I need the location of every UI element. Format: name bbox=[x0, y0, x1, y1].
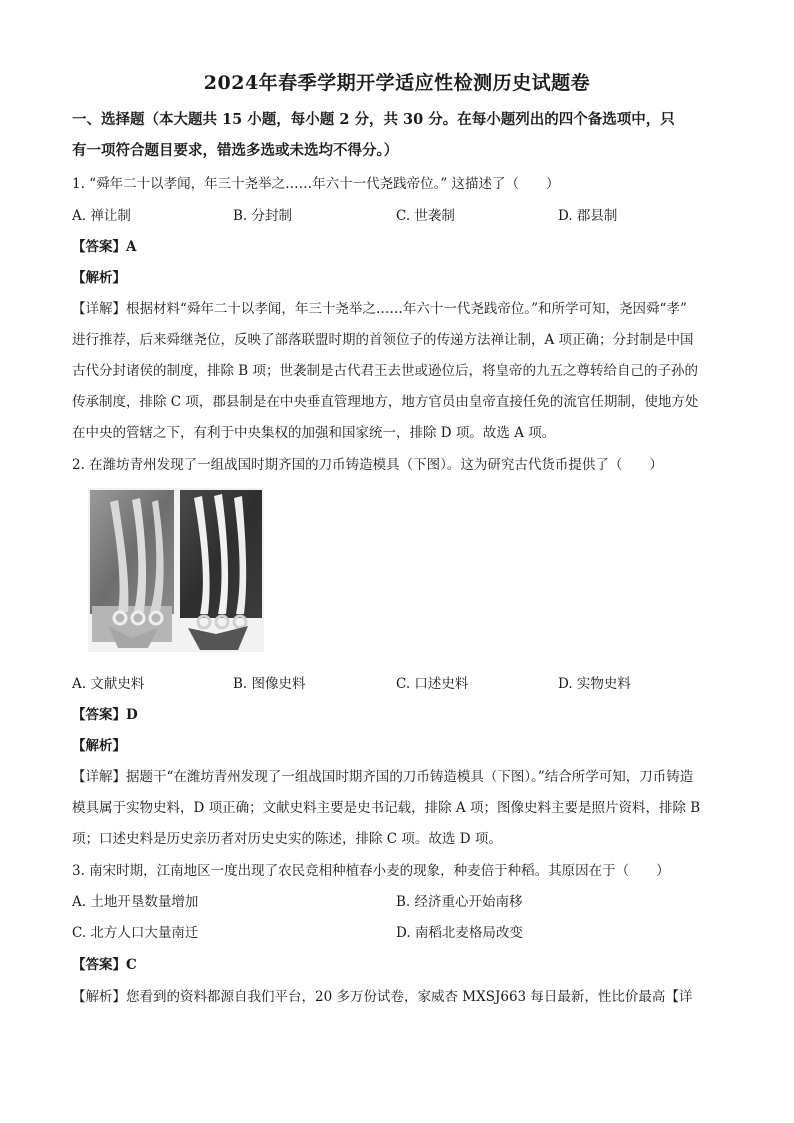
q3-option-a: A. 土地开垦数量增加 bbox=[72, 894, 199, 910]
q1-option-b: B. 分封制 bbox=[233, 208, 293, 224]
q2-option-d: D. 实物史料 bbox=[558, 676, 631, 692]
q3-option-c: C. 北方人口大量南迁 bbox=[72, 925, 199, 941]
q3-stem: 3. 南宋时期，江南地区一度出现了农民竞相种植春小麦的现象，种麦倍于种稻。其原因在于（ ） bbox=[72, 863, 670, 879]
q1-detail-line2: 进行推荐，后来舜继尧位，反映了部落联盟时期的首领位子的传递方法禅让制，A 项正确；分封制是中国 bbox=[72, 332, 694, 348]
q1-option-a: A. 禅让制 bbox=[72, 208, 131, 224]
q2-option-b: B. 图像史料 bbox=[233, 676, 306, 692]
q2-detail-line1: 【详解】据题干“在潍坊青州发现了一组战国时期齐国的刀币铸造模具（下图）。”结合所学可知，刀币铸造 bbox=[72, 769, 694, 785]
section-heading-line2: 有一项符合题目要求，错选多选或未选均不得分。） bbox=[72, 142, 399, 159]
knife-coin-mold-image bbox=[88, 488, 264, 652]
q1-stem: 1. “舜年二十以孝闻，年三十尧举之……年六十一代尧践帝位。” 这描述了（ ） bbox=[72, 176, 560, 192]
q1-detail-line5: 在中央的管辖之下，有利于中央集权的加强和国家统一，排除 D 项。故选 A 项。 bbox=[72, 425, 556, 441]
q1-analysis-label: 【解析】 bbox=[72, 270, 126, 286]
q1-detail-line3: 古代分封诸侯的制度，排除 B 项；世袭制是古代君王去世或逊位后，将皇帝的九五之尊转给自己的子孙的 bbox=[72, 363, 699, 379]
q1-option-d: D. 郡县制 bbox=[558, 208, 618, 224]
q2-option-c: C. 口述史料 bbox=[396, 676, 469, 692]
q1-detail-line1: 【详解】根据材料“舜年二十以孝闻，年三十尧举之……年六十一代尧践帝位。”和所学可知，尧因舜“孝” bbox=[72, 301, 687, 317]
q3-analysis-line: 【解析】您看到的资料都源自我们平台，20 多万份试卷，家威杏 MXSJ663 每日最新，性比价最高【详 bbox=[72, 989, 693, 1005]
q3-option-d: D. 南稻北麦格局改变 bbox=[396, 925, 523, 941]
section-heading-line1: 一、选择题（本大题共 15 小题，每小题 2 分，共 30 分。在每小题列出的四个备选项中，只 bbox=[72, 111, 675, 128]
knife-coin-mold-photo bbox=[88, 488, 264, 652]
q2-detail-line3: 项；口述史料是历史亲历者对历史史实的陈述，排除 C 项。故选 D 项。 bbox=[72, 831, 502, 847]
q2-detail-line2: 模具属于实物史料，D 项正确；文献史料主要是史书记载，排除 A 项；图像史料主要是照片资料，排除 B bbox=[72, 800, 701, 816]
page-title: 2024年春季学期开学适应性检测历史试题卷 bbox=[203, 72, 591, 94]
q1-answer: 【答案】A bbox=[72, 239, 137, 255]
q3-answer: 【答案】C bbox=[72, 957, 137, 973]
q1-option-c: C. 世袭制 bbox=[396, 208, 455, 224]
q2-stem: 2. 在潍坊青州发现了一组战国时期齐国的刀币铸造模具（下图）。这为研究古代货币提供了（ ） bbox=[72, 457, 663, 473]
q1-detail-line4: 传承制度，排除 C 项，郡县制是在中央垂直管理地方，地方官员由皇帝直接任免的流官任期制，使地方处 bbox=[72, 394, 699, 410]
q2-analysis-label: 【解析】 bbox=[72, 738, 126, 754]
q2-option-a: A. 文献史料 bbox=[72, 676, 145, 692]
q2-answer: 【答案】D bbox=[72, 707, 138, 723]
q3-option-b: B. 经济重心开始南移 bbox=[396, 894, 523, 910]
